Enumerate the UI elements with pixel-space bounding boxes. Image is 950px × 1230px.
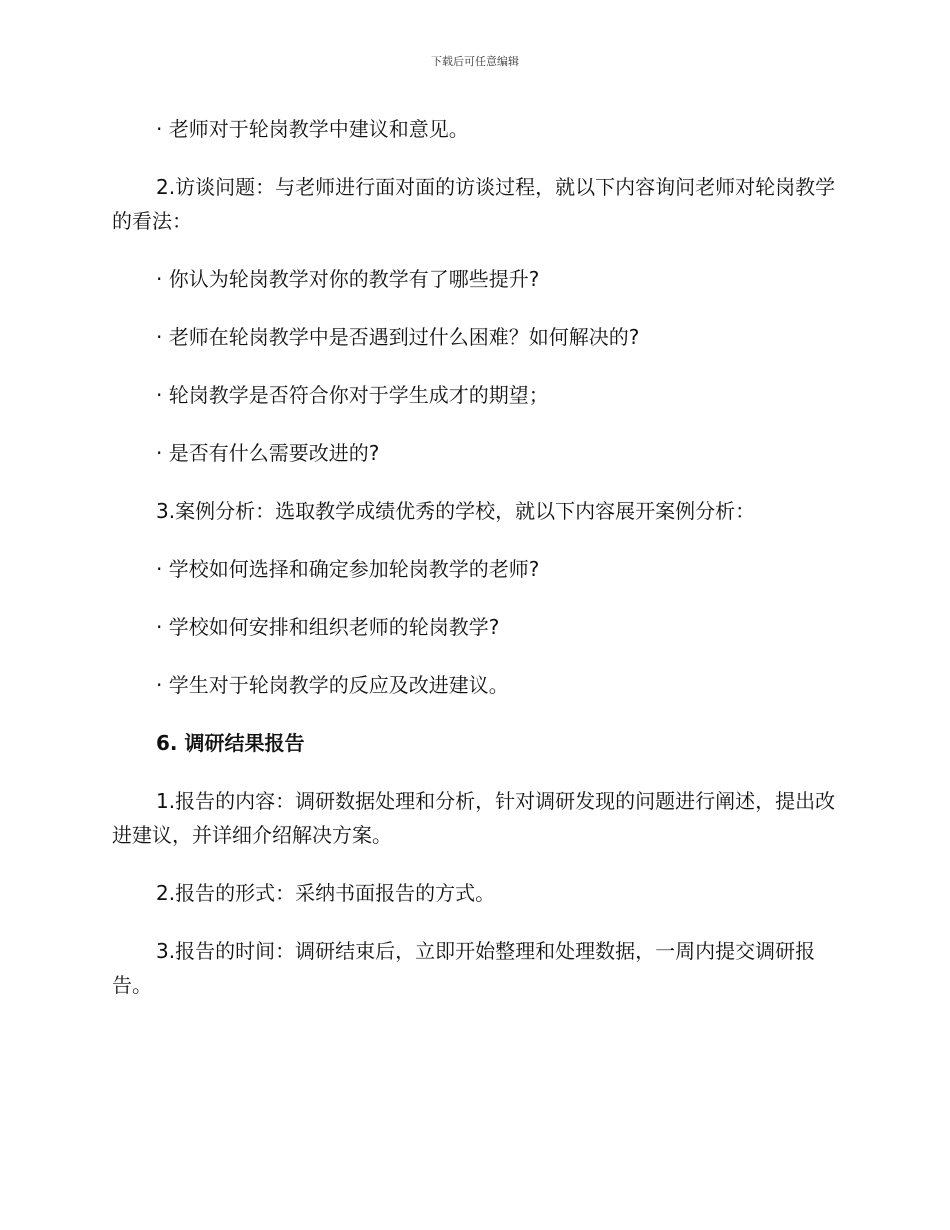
section-heading-report: 6. 调研结果报告 xyxy=(156,731,305,755)
bullet-student-expectations: · 轮岗教学是否符合你对于学生成才的期望； xyxy=(156,383,549,407)
report-format-paragraph: 2.报告的形式：采纳书面报告的方式。 xyxy=(156,881,496,905)
document-body xyxy=(112,112,838,1002)
bullet-arrange-rotation: · 学校如何安排和组织老师的轮岗教学? xyxy=(156,615,500,639)
page-header: 下载后可任意编辑 xyxy=(431,55,519,68)
bullet-difficulties: · 老师在轮岗教学中是否遇到过什么困难？如何解决的? xyxy=(156,325,640,349)
bullet-student-feedback: · 学生对于轮岗教学的反应及改进建议。 xyxy=(156,673,509,697)
report-content-paragraph: 1.报告的内容：调研数据处理和分析，针对调研发现的问题进行阐述，提出改进建议，并详细介绍解决方案。 xyxy=(112,789,836,847)
bullet-needs-improvement: · 是否有什么需要改进的? xyxy=(156,441,380,465)
bullet-select-teachers: · 学校如何选择和确定参加轮岗教学的老师? xyxy=(156,557,540,581)
bullet-teacher-suggestions: · 老师对于轮岗教学中建议和意见。 xyxy=(156,117,469,141)
case-analysis-paragraph: 3.案例分析：选取教学成绩优秀的学校，就以下内容展开案例分析： xyxy=(156,499,756,523)
bullet-teaching-improvement: · 你认为轮岗教学对你的教学有了哪些提升? xyxy=(156,267,540,291)
interview-questions-paragraph: 2.访谈问题：与老师进行面对面的访谈过程，就以下内容询问老师对轮岗教学的看法： xyxy=(112,175,836,233)
report-time-paragraph: 3.报告的时间：调研结束后，立即开始整理和处理数据，一周内提交调研报告。 xyxy=(112,939,816,997)
